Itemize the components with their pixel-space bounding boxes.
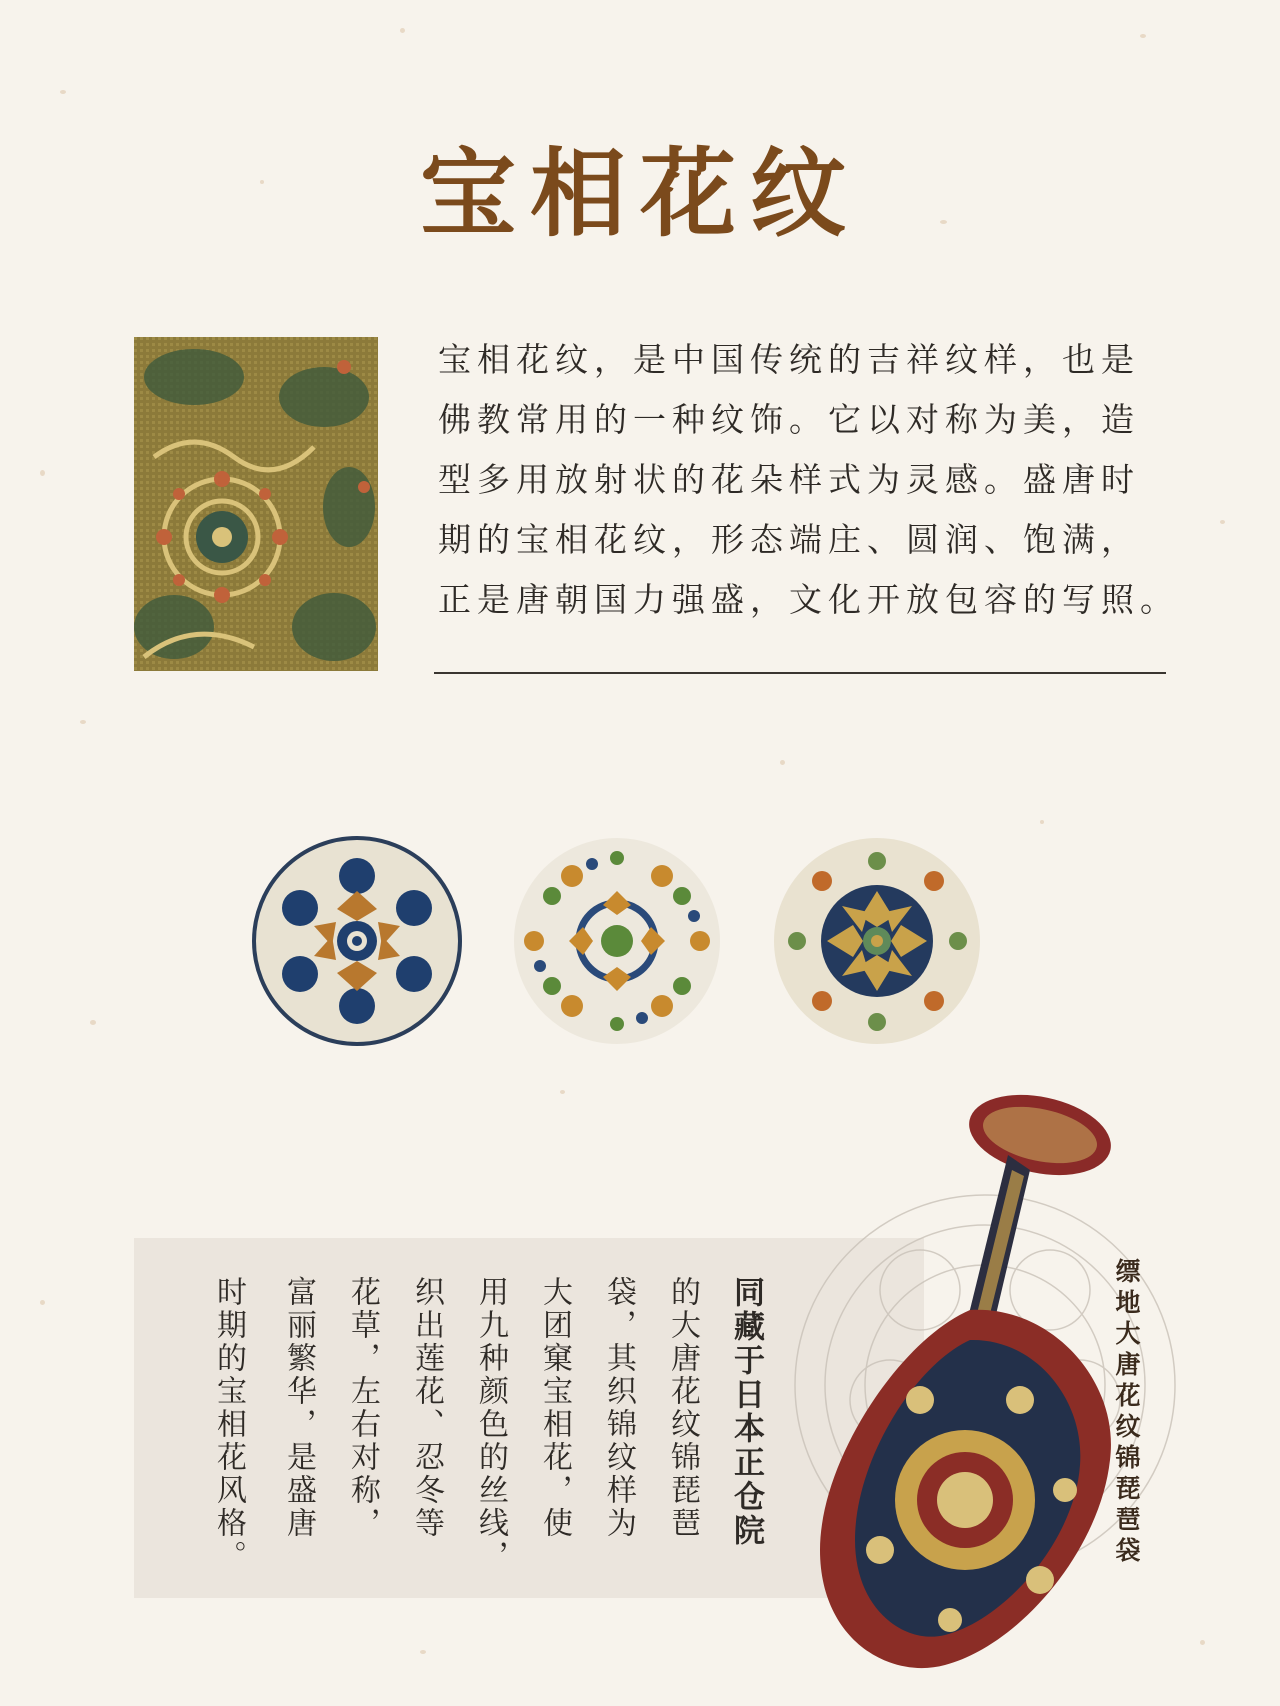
vertical-text-column: 织出莲花、忍冬等 bbox=[409, 1276, 444, 1540]
pipa-lute-image bbox=[780, 1080, 1230, 1680]
blue-ochre-plate-image bbox=[252, 836, 462, 1046]
vertical-text-column: 大团窠宝相花，使 bbox=[537, 1276, 572, 1540]
intro-paragraph bbox=[438, 330, 1198, 630]
artifact-caption: 缥地大唐花纹锦琵琶袋 bbox=[1112, 1258, 1141, 1568]
intro-line: 佛教常用的一种纹饰。它以对称为美，造 bbox=[438, 400, 1140, 439]
intro-line: 期的宝相花纹，形态端庄、圆润、饱满， bbox=[438, 520, 1140, 559]
intro-line: 宝相花纹，是中国传统的吉祥纹样，也是 bbox=[438, 340, 1140, 379]
intro-line: 正是唐朝国力强盛，文化开放包容的写照。 bbox=[438, 580, 1179, 619]
vertical-text-column: 用九种颜色的丝线， bbox=[473, 1276, 508, 1573]
vertical-text-column: 同藏于日本正仓院 bbox=[728, 1276, 764, 1548]
vertical-text-column: 富丽繁华，是盛唐 bbox=[281, 1276, 316, 1540]
divider bbox=[434, 672, 1166, 674]
vertical-text-column: 的大唐花纹锦琵琶 bbox=[665, 1276, 700, 1540]
vertical-text-column: 袋，其织锦纹样为 bbox=[601, 1276, 636, 1540]
green-ochre-plate-image bbox=[512, 836, 722, 1046]
cream-plate-image bbox=[772, 836, 982, 1046]
textile-pattern-image bbox=[134, 337, 378, 671]
vertical-text-column: 时期的宝相花风格。 bbox=[211, 1276, 246, 1573]
intro-line: 型多用放射状的花朵样式为灵感。盛唐时 bbox=[438, 460, 1140, 499]
vertical-text-column: 花草，左右对称， bbox=[345, 1276, 380, 1540]
page-title: 宝相花纹 bbox=[420, 137, 860, 250]
